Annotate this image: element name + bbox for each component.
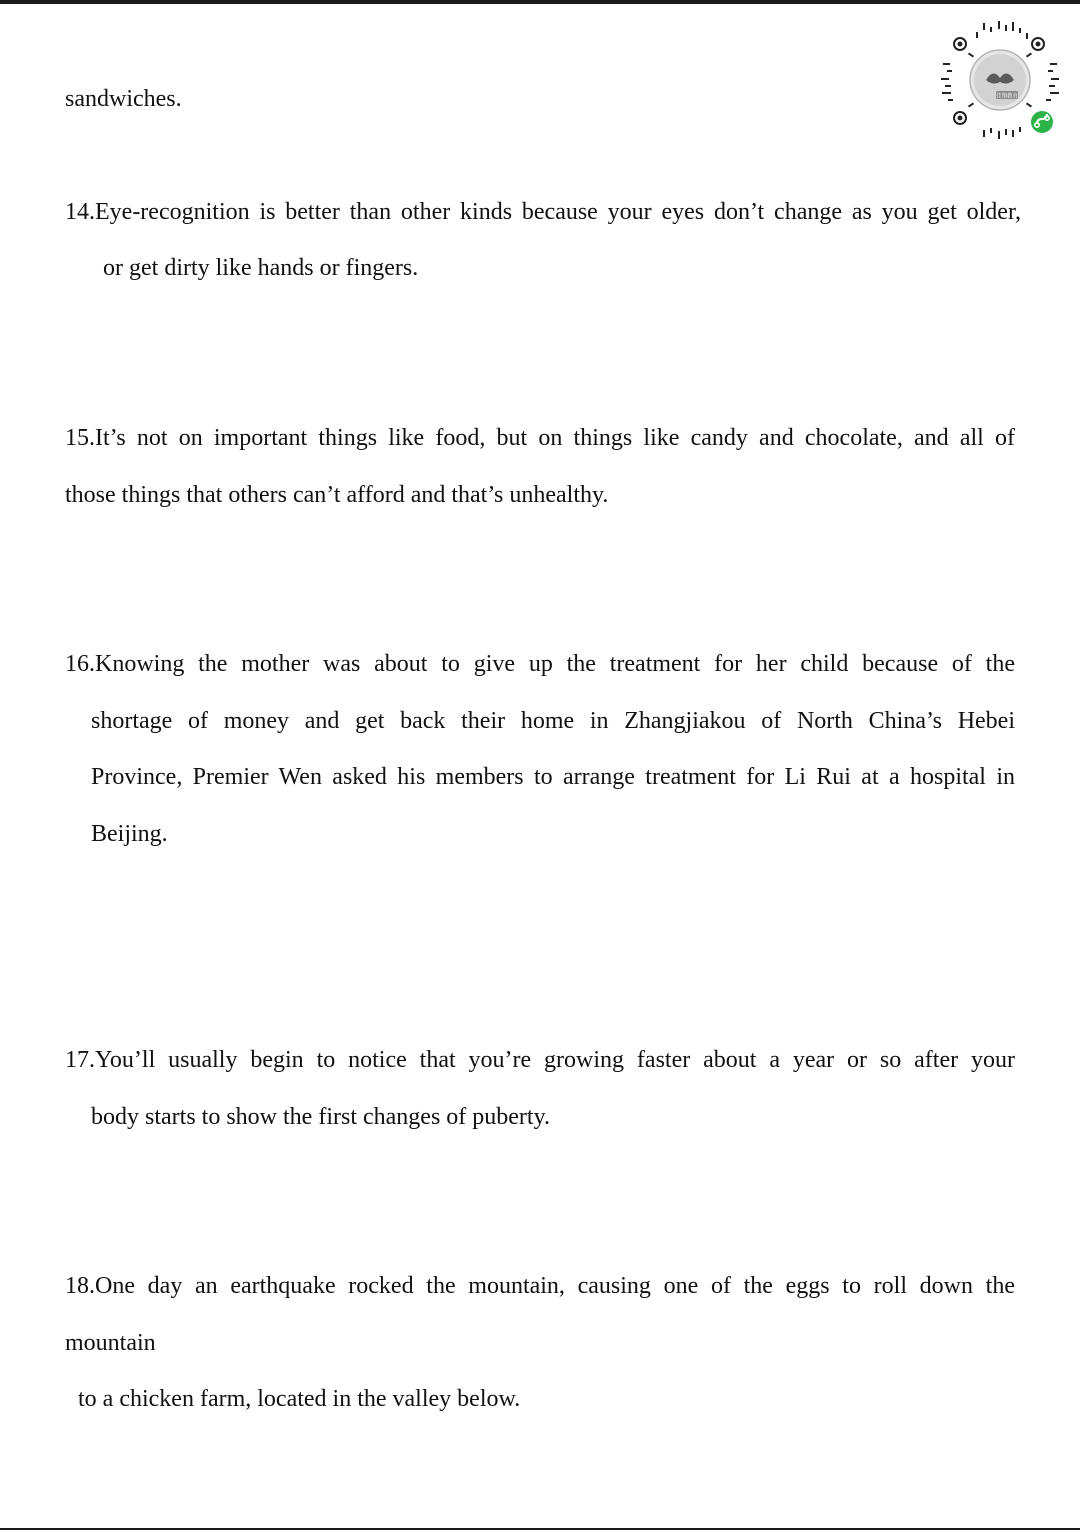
paragraph-line: shortage of money and get back their home in Zhangjiakou of North China’s Hebei [91,708,1015,734]
paragraph-line: to a chicken farm, located in the valley below. [78,1386,521,1412]
svg-text:佳翔教育: 佳翔教育 [995,93,1019,100]
paragraph-line: 17.You’ll usually begin to notice that you’re growing faster about a year or so after your [65,1047,1015,1073]
paragraph-line: or get dirty like hands or fingers. [103,255,419,281]
bottom-rule [0,1528,1080,1530]
paragraph-line: sandwiches. [65,86,182,112]
qr-code-icon [938,18,1062,142]
paragraph-line: mountain [65,1330,156,1356]
paragraph-line: 14.Eye-recognition is better than other kinds because your eyes don’t change as you get older, [65,199,1021,225]
paragraph-line: 16.Knowing the mother was about to give up the treatment for her child because of the [65,651,1015,677]
paragraph-line: 18.One day an earthquake rocked the mountain, causing one of the eggs to roll down the [65,1273,1015,1299]
paragraph-line: Province, Premier Wen asked his members to arrange treatment for Li Rui at a hospital in [91,764,1015,790]
top-rule [0,0,1080,4]
paragraph-line: Beijing. [91,821,168,847]
paragraph-line: 15.It’s not on important things like food, but on things like candy and chocolate, and all of [65,425,1015,451]
paragraph-line: those things that others can’t afford and that’s unhealthy. [65,482,609,508]
paragraph-line: body starts to show the first changes of puberty. [91,1104,551,1130]
